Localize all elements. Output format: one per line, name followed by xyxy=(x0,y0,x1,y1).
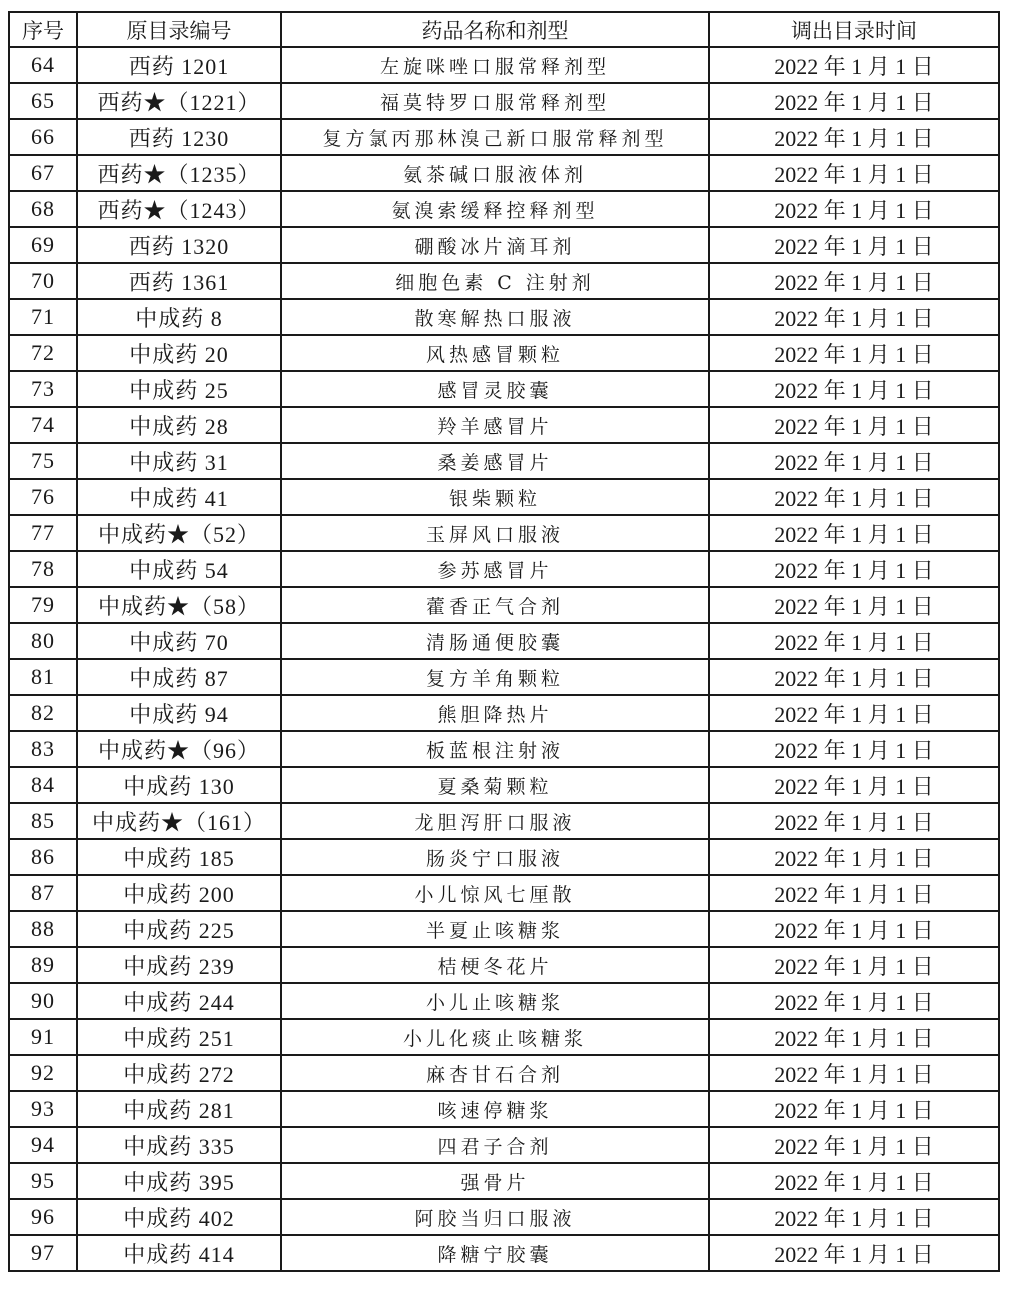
catalog-code-cell: 中成药 41 xyxy=(77,479,281,515)
table-row xyxy=(9,983,999,1019)
drug-name-cell: 福莫特罗口服常释剂型 xyxy=(281,83,709,119)
removal-date-cell: 2022 年 1 月 1 日 xyxy=(709,875,999,911)
catalog-code-cell: 中成药 130 xyxy=(77,767,281,803)
serial-number-cell: 71 xyxy=(9,299,77,335)
drug-name-cell: 细胞色素 C 注射剂 xyxy=(281,263,709,299)
serial-number-cell: 81 xyxy=(9,659,77,695)
drug-name-cell: 桔梗冬花片 xyxy=(281,947,709,983)
table-row xyxy=(9,191,999,227)
serial-number-cell: 74 xyxy=(9,407,77,443)
header-drug-name-and-form: 药品名称和剂型 xyxy=(281,12,709,47)
removal-date-cell: 2022 年 1 月 1 日 xyxy=(709,335,999,371)
serial-number-cell: 72 xyxy=(9,335,77,371)
drug-name-cell: 阿胶当归口服液 xyxy=(281,1199,709,1235)
table-row xyxy=(9,623,999,659)
catalog-code-cell: 中成药 8 xyxy=(77,299,281,335)
drug-name-cell: 复方氯丙那林溴己新口服常释剂型 xyxy=(281,119,709,155)
table-row xyxy=(9,947,999,983)
removal-date-cell: 2022 年 1 月 1 日 xyxy=(709,407,999,443)
catalog-code-cell: 西药★（1221） xyxy=(77,83,281,119)
catalog-code-cell: 中成药 25 xyxy=(77,371,281,407)
serial-number-cell: 88 xyxy=(9,911,77,947)
header-removal-date: 调出目录时间 xyxy=(709,12,999,47)
catalog-code-cell: 中成药 335 xyxy=(77,1127,281,1163)
serial-number-cell: 73 xyxy=(9,371,77,407)
drug-name-cell: 板蓝根注射液 xyxy=(281,731,709,767)
drug-name-cell: 左旋咪唑口服常释剂型 xyxy=(281,47,709,83)
catalog-code-cell: 中成药 87 xyxy=(77,659,281,695)
removal-date-cell: 2022 年 1 月 1 日 xyxy=(709,1199,999,1235)
table-row xyxy=(9,1235,999,1271)
table-row xyxy=(9,443,999,479)
catalog-code-cell: 中成药 251 xyxy=(77,1019,281,1055)
drug-name-cell: 复方羊角颗粒 xyxy=(281,659,709,695)
removal-date-cell: 2022 年 1 月 1 日 xyxy=(709,767,999,803)
header-serial-number: 序号 xyxy=(9,12,77,47)
serial-number-cell: 77 xyxy=(9,515,77,551)
removal-date-cell: 2022 年 1 月 1 日 xyxy=(709,515,999,551)
removal-date-cell: 2022 年 1 月 1 日 xyxy=(709,83,999,119)
table-row xyxy=(9,659,999,695)
removal-date-cell: 2022 年 1 月 1 日 xyxy=(709,659,999,695)
drug-name-cell: 小儿止咳糖浆 xyxy=(281,983,709,1019)
serial-number-cell: 97 xyxy=(9,1235,77,1271)
drug-name-cell: 麻杏甘石合剂 xyxy=(281,1055,709,1091)
removal-date-cell: 2022 年 1 月 1 日 xyxy=(709,695,999,731)
serial-number-cell: 90 xyxy=(9,983,77,1019)
drug-name-cell: 小儿化痰止咳糖浆 xyxy=(281,1019,709,1055)
removal-date-cell: 2022 年 1 月 1 日 xyxy=(709,587,999,623)
serial-number-cell: 78 xyxy=(9,551,77,587)
catalog-code-cell: 西药 1201 xyxy=(77,47,281,83)
removal-date-cell: 2022 年 1 月 1 日 xyxy=(709,1019,999,1055)
serial-number-cell: 96 xyxy=(9,1199,77,1235)
catalog-code-cell: 西药★（1243） xyxy=(77,191,281,227)
table-row xyxy=(9,47,999,83)
drug-name-cell: 降糖宁胶囊 xyxy=(281,1235,709,1271)
catalog-code-cell: 中成药 225 xyxy=(77,911,281,947)
serial-number-cell: 67 xyxy=(9,155,77,191)
serial-number-cell: 69 xyxy=(9,227,77,263)
catalog-code-cell: 中成药★（58） xyxy=(77,587,281,623)
catalog-code-cell: 中成药★（96） xyxy=(77,731,281,767)
drug-name-cell: 清肠通便胶囊 xyxy=(281,623,709,659)
serial-number-cell: 95 xyxy=(9,1163,77,1199)
drug-name-cell: 藿香正气合剂 xyxy=(281,587,709,623)
catalog-code-cell: 中成药 54 xyxy=(77,551,281,587)
removal-date-cell: 2022 年 1 月 1 日 xyxy=(709,551,999,587)
drug-name-cell: 桑姜感冒片 xyxy=(281,443,709,479)
drug-name-cell: 参苏感冒片 xyxy=(281,551,709,587)
document-page xyxy=(8,11,998,1272)
drug-name-cell: 玉屏风口服液 xyxy=(281,515,709,551)
serial-number-cell: 66 xyxy=(9,119,77,155)
serial-number-cell: 89 xyxy=(9,947,77,983)
removal-date-cell: 2022 年 1 月 1 日 xyxy=(709,191,999,227)
table-row xyxy=(9,515,999,551)
serial-number-cell: 80 xyxy=(9,623,77,659)
serial-number-cell: 64 xyxy=(9,47,77,83)
drug-name-cell: 小儿惊风七厘散 xyxy=(281,875,709,911)
serial-number-cell: 87 xyxy=(9,875,77,911)
catalog-code-cell: 中成药 20 xyxy=(77,335,281,371)
drug-name-cell: 氨茶碱口服液体剂 xyxy=(281,155,709,191)
header-original-catalog-code: 原目录编号 xyxy=(77,12,281,47)
removal-date-cell: 2022 年 1 月 1 日 xyxy=(709,227,999,263)
table-row xyxy=(9,1091,999,1127)
serial-number-cell: 84 xyxy=(9,767,77,803)
drug-name-cell: 强骨片 xyxy=(281,1163,709,1199)
drug-name-cell: 肠炎宁口服液 xyxy=(281,839,709,875)
removal-date-cell: 2022 年 1 月 1 日 xyxy=(709,911,999,947)
catalog-code-cell: 西药 1230 xyxy=(77,119,281,155)
table-row xyxy=(9,83,999,119)
catalog-code-cell: 中成药★（161） xyxy=(77,803,281,839)
table-row xyxy=(9,767,999,803)
removal-date-cell: 2022 年 1 月 1 日 xyxy=(709,119,999,155)
serial-number-cell: 85 xyxy=(9,803,77,839)
removal-date-cell: 2022 年 1 月 1 日 xyxy=(709,1127,999,1163)
table-row xyxy=(9,299,999,335)
table-row xyxy=(9,335,999,371)
drug-name-cell: 硼酸冰片滴耳剂 xyxy=(281,227,709,263)
drug-name-cell: 龙胆泻肝口服液 xyxy=(281,803,709,839)
table-row xyxy=(9,371,999,407)
serial-number-cell: 70 xyxy=(9,263,77,299)
drug-name-cell: 咳速停糖浆 xyxy=(281,1091,709,1127)
serial-number-cell: 65 xyxy=(9,83,77,119)
catalog-code-cell: 中成药 272 xyxy=(77,1055,281,1091)
serial-number-cell: 75 xyxy=(9,443,77,479)
catalog-code-cell: 中成药 31 xyxy=(77,443,281,479)
drug-name-cell: 氨溴索缓释控释剂型 xyxy=(281,191,709,227)
serial-number-cell: 86 xyxy=(9,839,77,875)
drug-name-cell: 半夏止咳糖浆 xyxy=(281,911,709,947)
removal-date-cell: 2022 年 1 月 1 日 xyxy=(709,623,999,659)
catalog-code-cell: 中成药 200 xyxy=(77,875,281,911)
removal-date-cell: 2022 年 1 月 1 日 xyxy=(709,155,999,191)
table-row xyxy=(9,407,999,443)
table-row xyxy=(9,263,999,299)
removal-date-cell: 2022 年 1 月 1 日 xyxy=(709,479,999,515)
table-row xyxy=(9,911,999,947)
table-row xyxy=(9,1163,999,1199)
table-row xyxy=(9,803,999,839)
table-row xyxy=(9,1019,999,1055)
catalog-code-cell: 中成药★（52） xyxy=(77,515,281,551)
serial-number-cell: 79 xyxy=(9,587,77,623)
removal-date-cell: 2022 年 1 月 1 日 xyxy=(709,803,999,839)
removal-date-cell: 2022 年 1 月 1 日 xyxy=(709,299,999,335)
table-row xyxy=(9,155,999,191)
removal-date-cell: 2022 年 1 月 1 日 xyxy=(709,263,999,299)
removal-date-cell: 2022 年 1 月 1 日 xyxy=(709,947,999,983)
catalog-code-cell: 中成药 28 xyxy=(77,407,281,443)
drug-name-cell: 银柴颗粒 xyxy=(281,479,709,515)
table-row xyxy=(9,839,999,875)
catalog-code-cell: 中成药 94 xyxy=(77,695,281,731)
serial-number-cell: 76 xyxy=(9,479,77,515)
table-row xyxy=(9,1127,999,1163)
catalog-code-cell: 中成药 395 xyxy=(77,1163,281,1199)
serial-number-cell: 93 xyxy=(9,1091,77,1127)
table-row xyxy=(9,1055,999,1091)
drug-name-cell: 风热感冒颗粒 xyxy=(281,335,709,371)
table-row xyxy=(9,551,999,587)
table-row xyxy=(9,731,999,767)
catalog-code-cell: 中成药 414 xyxy=(77,1235,281,1271)
table-row xyxy=(9,479,999,515)
drug-name-cell: 感冒灵胶囊 xyxy=(281,371,709,407)
catalog-code-cell: 西药 1320 xyxy=(77,227,281,263)
table-body xyxy=(9,47,999,1271)
table-row xyxy=(9,1199,999,1235)
table-header-row xyxy=(9,12,999,47)
drug-name-cell: 四君子合剂 xyxy=(281,1127,709,1163)
table-row xyxy=(9,875,999,911)
serial-number-cell: 91 xyxy=(9,1019,77,1055)
removal-date-cell: 2022 年 1 月 1 日 xyxy=(709,731,999,767)
drug-name-cell: 羚羊感冒片 xyxy=(281,407,709,443)
removal-date-cell: 2022 年 1 月 1 日 xyxy=(709,47,999,83)
catalog-code-cell: 中成药 244 xyxy=(77,983,281,1019)
removal-date-cell: 2022 年 1 月 1 日 xyxy=(709,839,999,875)
serial-number-cell: 83 xyxy=(9,731,77,767)
catalog-code-cell: 中成药 239 xyxy=(77,947,281,983)
drug-name-cell: 散寒解热口服液 xyxy=(281,299,709,335)
catalog-code-cell: 中成药 281 xyxy=(77,1091,281,1127)
catalog-code-cell: 西药 1361 xyxy=(77,263,281,299)
serial-number-cell: 92 xyxy=(9,1055,77,1091)
drug-name-cell: 熊胆降热片 xyxy=(281,695,709,731)
removal-date-cell: 2022 年 1 月 1 日 xyxy=(709,371,999,407)
removal-date-cell: 2022 年 1 月 1 日 xyxy=(709,1055,999,1091)
table-row xyxy=(9,119,999,155)
table-row xyxy=(9,587,999,623)
catalog-code-cell: 西药★（1235） xyxy=(77,155,281,191)
serial-number-cell: 82 xyxy=(9,695,77,731)
removal-date-cell: 2022 年 1 月 1 日 xyxy=(709,983,999,1019)
removal-date-cell: 2022 年 1 月 1 日 xyxy=(709,443,999,479)
serial-number-cell: 94 xyxy=(9,1127,77,1163)
table-row xyxy=(9,695,999,731)
removal-date-cell: 2022 年 1 月 1 日 xyxy=(709,1163,999,1199)
serial-number-cell: 68 xyxy=(9,191,77,227)
catalog-code-cell: 中成药 70 xyxy=(77,623,281,659)
table-row xyxy=(9,227,999,263)
removal-date-cell: 2022 年 1 月 1 日 xyxy=(709,1091,999,1127)
removal-date-cell: 2022 年 1 月 1 日 xyxy=(709,1235,999,1271)
drug-name-cell: 夏桑菊颗粒 xyxy=(281,767,709,803)
drug-removal-table xyxy=(8,11,1000,1272)
catalog-code-cell: 中成药 185 xyxy=(77,839,281,875)
catalog-code-cell: 中成药 402 xyxy=(77,1199,281,1235)
